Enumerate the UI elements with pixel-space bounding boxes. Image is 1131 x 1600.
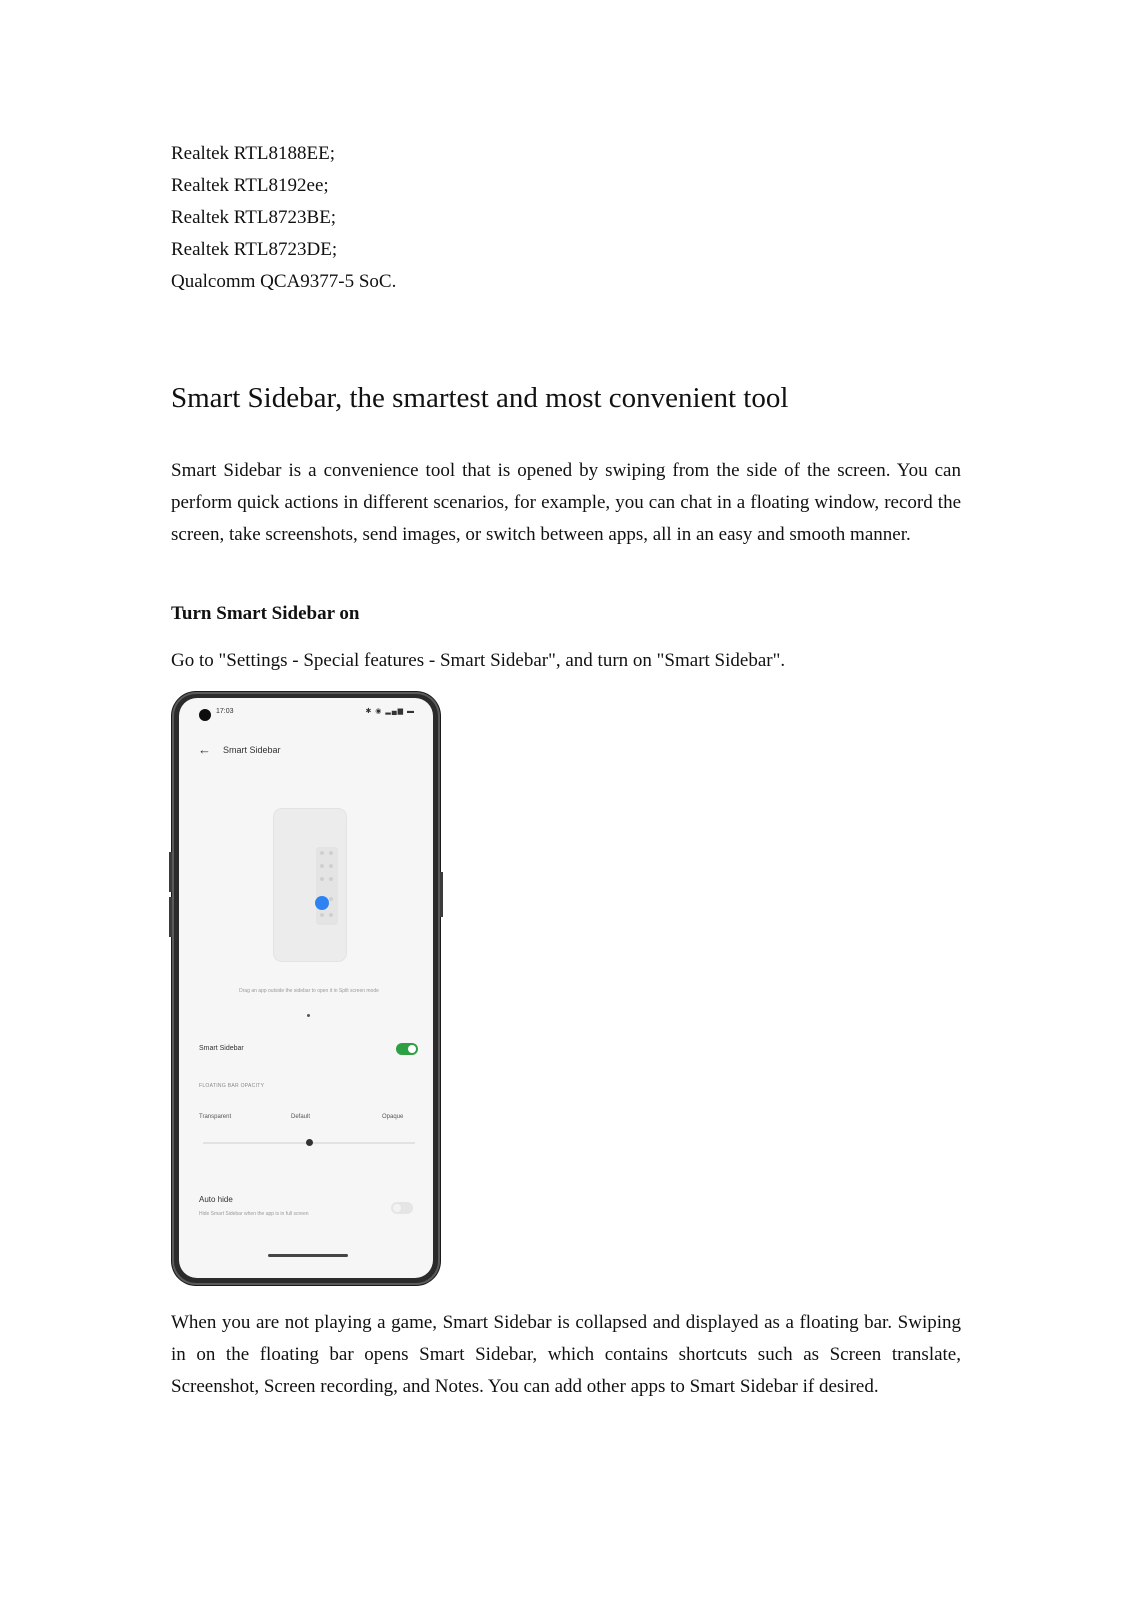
app-dot: [320, 877, 324, 881]
chipset-list: [171, 138, 396, 298]
opacity-label-default: Default: [291, 1114, 311, 1120]
auto-hide-toggle[interactable]: [391, 1202, 413, 1214]
intro-paragraph: Smart Sidebar is a convenience tool that is opened by swiping from the side of the screen. You can perform quick actions in different scenarios, for example, you can chat in a floating window, record the screen, take screenshots, send images, or switch between apps, all in an easy and smooth manner.: [171, 460, 961, 545]
list-item: Realtek RTL8723BE;: [171, 207, 337, 228]
opacity-label-opaque: Opaque: [382, 1114, 404, 1120]
auto-hide-title: Auto hide: [199, 1195, 233, 1204]
opacity-section-label: FLOATING BAR OPACITY: [199, 1083, 265, 1089]
app-dot: [329, 897, 333, 901]
app-dot: [329, 877, 333, 881]
page-indicator: [307, 1014, 310, 1017]
smart-sidebar-label: Smart Sidebar: [199, 1045, 244, 1052]
slider-thumb[interactable]: [306, 1139, 313, 1146]
arrow-left-icon[interactable]: ←: [198, 742, 211, 757]
list-item: Realtek RTL8192ee;: [171, 175, 329, 196]
sidebar-illustration: [274, 809, 346, 961]
smart-sidebar-toggle[interactable]: [396, 1043, 418, 1055]
subheading: Turn Smart Sidebar on: [171, 603, 360, 624]
phone-screen: [179, 698, 433, 1278]
app-dot: [329, 864, 333, 868]
opacity-slider[interactable]: [203, 1142, 415, 1144]
app-dot: [320, 864, 324, 868]
status-time: 17:03: [216, 708, 234, 715]
app-dot: [320, 913, 324, 917]
front-camera: [199, 709, 211, 721]
outro-paragraph: When you are not playing a game, Smart Sidebar is collapsed and displayed as a floating bar. Swiping in on the floating bar opens Smart Sidebar, which contains shortcuts such as Screen translate, Screenshot, Screen recording, and Notes. You can add other apps to Smart Sidebar if desired.: [171, 1312, 961, 1397]
app-dot: [320, 851, 324, 855]
phone-side-button: [440, 872, 443, 917]
section-heading: Smart Sidebar, the smartest and most convenient tool: [171, 382, 789, 414]
opacity-label-transparent: Transparent: [199, 1114, 232, 1120]
home-indicator: [268, 1254, 348, 1257]
auto-hide-description: Hide Smart Sidebar when the app is in full screen: [199, 1211, 309, 1217]
list-item: Realtek RTL8723DE;: [171, 239, 338, 260]
app-dot: [329, 913, 333, 917]
phone-side-button: [169, 852, 172, 892]
list-item: Qualcomm QCA9377-5 SoC.: [171, 271, 397, 292]
instruction-paragraph: Go to "Settings - Special features - Smart Sidebar", and turn on "Smart Sidebar".: [171, 650, 786, 671]
app-dot: [329, 851, 333, 855]
phone-screenshot: [172, 692, 440, 1285]
screen-title: Smart Sidebar: [223, 745, 281, 755]
status-icons: ✱ ◉ ▂▄▆ ▬: [365, 708, 415, 715]
list-item: Realtek RTL8188EE;: [171, 143, 336, 164]
dragged-app-icon: [315, 896, 329, 910]
illustration-caption: Drag an app outside the sidebar to open it in Split screen mode: [239, 988, 379, 994]
phone-side-button: [169, 897, 172, 937]
